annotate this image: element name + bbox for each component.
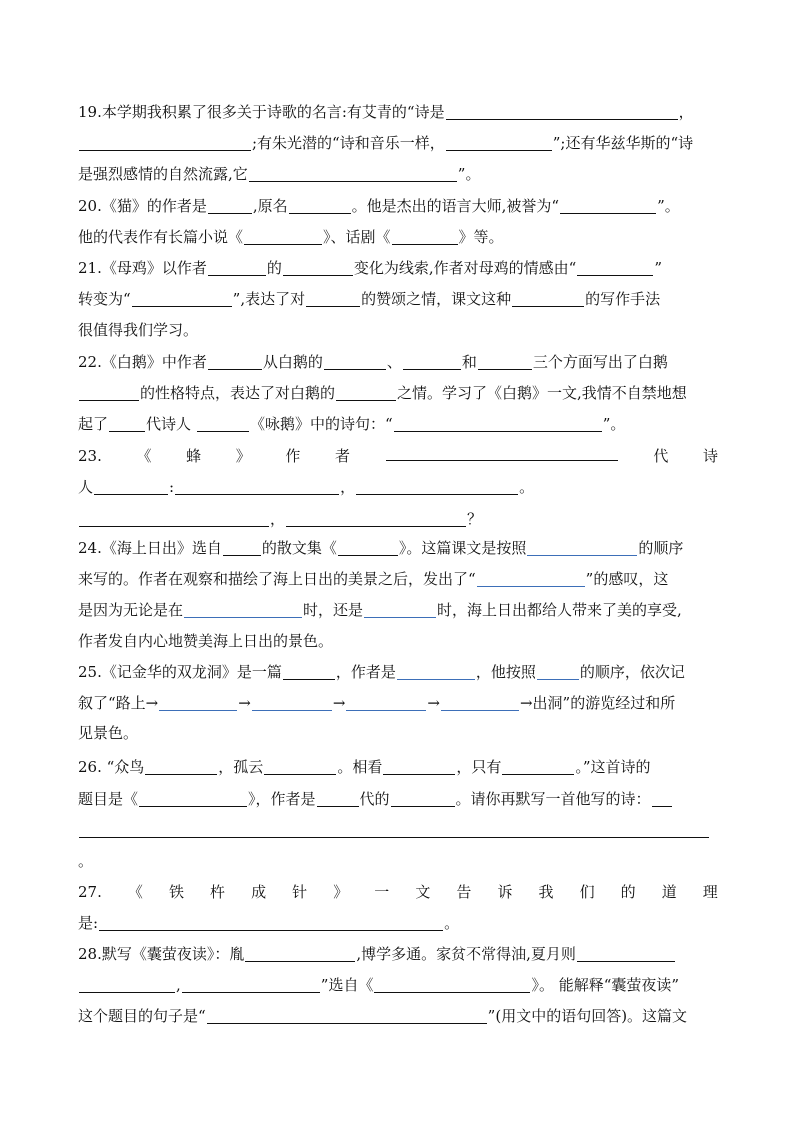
q26-line-4 xyxy=(78,848,718,874)
q27-text: 成 xyxy=(251,883,267,901)
q28-text: 28.默写《囊萤夜读》：胤 xyxy=(78,945,245,963)
q23-line-1 xyxy=(78,443,718,469)
q23-text: 者 xyxy=(335,447,351,465)
q23-blank-2[interactable] xyxy=(94,479,168,495)
q27-text: 们 xyxy=(579,883,595,901)
q26-blank-9[interactable] xyxy=(79,822,709,838)
q24-text: ”的感叹，这 xyxy=(585,570,669,588)
q20-text: 》、话剧《 xyxy=(323,228,391,246)
q20-text: 20.《猫》的作者是 xyxy=(78,197,207,215)
q21-line-3 xyxy=(78,317,718,343)
q26-blank-5[interactable] xyxy=(139,791,247,807)
q27-blank-1[interactable] xyxy=(99,915,443,931)
q19-line-3 xyxy=(78,161,718,187)
q26-text: 题目是《 xyxy=(78,790,139,808)
q23-line-2 xyxy=(78,474,718,500)
q20-blank-5[interactable] xyxy=(392,229,458,245)
q27-text: 一 xyxy=(374,883,390,901)
q26-text: 。相看 xyxy=(337,758,383,776)
q24-line-2 xyxy=(78,566,718,592)
q24-text: 》。这篇课文是按照 xyxy=(398,539,527,557)
q19-text: ， xyxy=(678,103,694,121)
q22-line-1 xyxy=(78,349,718,375)
q27-text: 是: xyxy=(78,914,99,932)
q24-text: 时，海上日出都给人带来了美的享受, xyxy=(437,601,682,619)
q26-blank-1[interactable] xyxy=(145,759,217,775)
q25-blank-1[interactable] xyxy=(283,664,335,680)
q26-text: 》，作者是 xyxy=(248,790,316,808)
q21-blank-4[interactable] xyxy=(132,291,232,307)
q19-blank-3[interactable] xyxy=(446,135,552,151)
q23-text: 《 xyxy=(136,447,152,465)
q27-text: 诉 xyxy=(497,883,513,901)
q19-blank-2[interactable] xyxy=(79,135,251,151)
q26-blank-6[interactable] xyxy=(317,791,359,807)
q22-blank-6[interactable] xyxy=(336,385,396,401)
q22-text: 之情。学习了《白鹅》一文,我情不自禁地想 xyxy=(397,384,687,402)
q23-text: 诗 xyxy=(702,447,718,465)
q22-text: 三个方面写出了白鹅 xyxy=(532,353,668,371)
q26-text: 。 xyxy=(78,852,94,870)
q26-blank-3[interactable] xyxy=(383,759,455,775)
q28-blank-2[interactable] xyxy=(577,946,675,962)
q23-text: 人 xyxy=(78,478,94,496)
q24-blank-1[interactable] xyxy=(223,540,261,556)
q22-text: 《咏鹅》中的诗句：“ xyxy=(250,415,393,433)
q27-text: 》 xyxy=(333,883,349,901)
q22-text: 代诗人 xyxy=(146,415,192,433)
q22-text: 、 xyxy=(386,353,402,371)
q23-text: : xyxy=(169,478,175,496)
q23-text: 代 xyxy=(653,447,669,465)
q28-blank-3[interactable] xyxy=(79,977,175,993)
q26-text: 。请你再默写一首他写的诗： xyxy=(455,790,651,808)
q19-line-1 xyxy=(78,99,718,125)
q25-text: 见景色。 xyxy=(78,724,139,742)
q27-text: 告 xyxy=(456,883,472,901)
q26-blank-2[interactable] xyxy=(264,759,336,775)
q23-text: ， xyxy=(340,478,356,496)
q21-blank-6[interactable] xyxy=(512,291,584,307)
q19-text: 是强烈感情的自然流露,它 xyxy=(78,165,248,183)
q25-blank-7[interactable] xyxy=(441,695,519,711)
q28-line-1 xyxy=(78,941,718,967)
q23-blank-5[interactable] xyxy=(79,511,269,527)
q25-line-1 xyxy=(78,659,718,685)
q28-text: ”选自《 xyxy=(320,976,374,994)
q27-text: 理 xyxy=(702,883,718,901)
q28-blank-5[interactable] xyxy=(374,977,530,993)
q21-line-1 xyxy=(78,255,718,281)
q28-text: ,博学多通。家贫不常得油,夏月则 xyxy=(356,945,576,963)
q25-blank-6[interactable] xyxy=(346,695,426,711)
q22-text: 22.《白鹅》中作者 xyxy=(78,353,207,371)
q22-blank-9[interactable] xyxy=(394,416,602,432)
q26-text: 。”这首诗的 xyxy=(575,758,651,776)
q21-blank-5[interactable] xyxy=(306,291,360,307)
q25-line-3 xyxy=(78,720,718,746)
q21-text: 21.《母鸡》以作者 xyxy=(78,259,207,277)
q27-text: 杵 xyxy=(210,883,226,901)
q28-line-2 xyxy=(78,972,718,998)
q20-text: ”。 xyxy=(657,197,680,215)
q21-text: 的 xyxy=(266,259,282,277)
q20-blank-1[interactable] xyxy=(208,198,252,214)
q20-line-2 xyxy=(78,224,718,250)
q19-text: ”;还有华兹华斯的“诗 xyxy=(552,134,694,152)
q28-text: , xyxy=(176,976,181,994)
q28-text: 这个题目的句子是“ xyxy=(78,1007,206,1025)
q22-line-2 xyxy=(78,380,718,406)
q26-line-2 xyxy=(78,786,718,812)
q23-blank-4[interactable] xyxy=(356,479,518,495)
q23-text: 作 xyxy=(285,447,301,465)
q24-text: 作者发自内心地赞美海上日出的景色。 xyxy=(78,632,334,650)
q27-text: 我 xyxy=(538,883,554,901)
q28-text: 》。 能解释“囊萤夜读” xyxy=(531,976,680,994)
q24-blank-4[interactable] xyxy=(477,571,585,587)
q25-arrow: → xyxy=(332,694,346,712)
q26-blank-7[interactable] xyxy=(391,791,455,807)
q27-text: 的 xyxy=(620,883,636,901)
q22-text: ”。 xyxy=(602,415,626,433)
q25-blank-2[interactable] xyxy=(397,664,475,680)
q20-line-1 xyxy=(78,193,718,219)
q21-blank-3[interactable] xyxy=(577,260,653,276)
q21-text: 转变为“ xyxy=(78,290,131,308)
q27-text: 27. xyxy=(78,883,102,901)
q26-text: 26. “众鸟 xyxy=(78,758,145,776)
q22-blank-3[interactable] xyxy=(403,354,461,370)
q26-text: ，孤云 xyxy=(218,758,264,776)
q23-line-3 xyxy=(78,506,718,532)
q26-text: 代的 xyxy=(359,790,390,808)
q25-arrow: → xyxy=(427,694,440,712)
q24-text: 的顺序 xyxy=(638,539,684,557)
q22-blank-4[interactable] xyxy=(478,354,532,370)
q22-text: 从白鹅的 xyxy=(262,353,323,371)
q22-text: 的性格特点，表达了对白鹅的 xyxy=(140,384,336,402)
q20-blank-2[interactable] xyxy=(289,198,351,214)
q23-text: 23. xyxy=(78,447,102,465)
q25-text: 叙了“路上→ xyxy=(78,694,159,712)
q21-text: ”,表达了对 xyxy=(232,290,306,308)
q24-text: 的散文集《 xyxy=(261,539,337,557)
q19-text: ;有朱光潜的“诗和音乐一样， xyxy=(252,134,445,152)
q22-line-3 xyxy=(78,411,718,437)
q27-text: 道 xyxy=(661,883,677,901)
q24-blank-2[interactable] xyxy=(338,540,398,556)
q21-text: 很值得我们学习。 xyxy=(78,321,199,339)
q23-text: ， xyxy=(270,510,286,528)
q20-text: 他的代表作有长篇小说《 xyxy=(78,228,244,246)
q19-text: 19.本学期我积累了很多关于诗歌的名言:有艾青的“诗是 xyxy=(78,103,445,121)
q22-blank-7[interactable] xyxy=(109,416,145,432)
q22-blank-8[interactable] xyxy=(197,416,249,432)
q25-text: 的顺序，依次记 xyxy=(579,663,685,681)
q27-text: 《 xyxy=(127,883,143,901)
q26-line-1 xyxy=(78,754,718,780)
q20-blank-3[interactable] xyxy=(560,198,656,214)
q26-line-3 xyxy=(78,817,718,843)
q19-text: ”。 xyxy=(457,165,481,183)
q25-blank-5[interactable] xyxy=(252,695,332,711)
q24-text: 24.《海上日出》选自 xyxy=(78,539,222,557)
q22-blank-5[interactable] xyxy=(79,385,139,401)
q23-text: 蜂 xyxy=(186,447,202,465)
q28-line-3 xyxy=(78,1003,718,1029)
q19-blank-1[interactable] xyxy=(446,104,678,120)
q20-text: ,原名 xyxy=(252,197,288,215)
q23-text: 。 xyxy=(519,478,535,496)
q28-blank-4[interactable] xyxy=(182,977,320,993)
q27-text: 文 xyxy=(415,883,431,901)
q21-text: 变化为线索,作者对母鸡的情感由“ xyxy=(353,259,577,277)
q26-blank-8[interactable] xyxy=(652,791,672,807)
q24-line-1 xyxy=(78,535,718,561)
q24-line-3 xyxy=(78,597,718,623)
q20-text: 。他是杰出的语言大师,被誉为“ xyxy=(351,197,560,215)
q26-text: ，只有 xyxy=(456,758,502,776)
q28-blank-6[interactable] xyxy=(207,1008,487,1024)
q25-text: 25.《记金华的双龙洞》是一篇 xyxy=(78,663,282,681)
q23-text: ？ xyxy=(467,510,483,528)
q23-blank-3[interactable] xyxy=(175,479,339,495)
q24-line-4 xyxy=(78,628,718,654)
q28-text: ”(用文中的语句回答)。这篇文 xyxy=(487,1007,688,1025)
q25-blank-3[interactable] xyxy=(537,664,579,680)
q25-text: ，他按照 xyxy=(475,663,536,681)
q19-line-2 xyxy=(78,130,718,156)
q22-blank-1[interactable] xyxy=(208,354,262,370)
q27-text: 。 xyxy=(444,914,460,932)
q25-arrow: → xyxy=(238,694,251,712)
q20-text: 》等。 xyxy=(458,228,504,246)
q28-blank-1[interactable] xyxy=(245,946,355,962)
q24-text: 是因为无论是在 xyxy=(78,601,184,619)
q22-blank-2[interactable] xyxy=(324,354,386,370)
q25-line-2 xyxy=(78,690,718,716)
q23-blank-1[interactable] xyxy=(386,445,618,461)
q24-text: 来写的。作者在观察和描绘了海上日出的美景之后，发出了“ xyxy=(78,570,476,588)
q25-blank-4[interactable] xyxy=(159,695,237,711)
q27-text: 铁 xyxy=(168,883,184,901)
q23-blank-6[interactable] xyxy=(286,511,466,527)
q23-text: 》 xyxy=(235,447,251,465)
q21-blank-1[interactable] xyxy=(208,260,266,276)
q26-blank-4[interactable] xyxy=(502,759,574,775)
q22-text: 和 xyxy=(461,353,477,371)
q21-text: 的写作手法 xyxy=(585,290,661,308)
q21-line-2 xyxy=(78,286,718,312)
q27-line-1 xyxy=(78,879,718,905)
q25-text: ，作者是 xyxy=(335,663,396,681)
q22-text: 起了 xyxy=(78,415,109,433)
q24-blank-3[interactable] xyxy=(527,540,637,556)
q25-text: →出洞”的游览经过和所 xyxy=(519,694,676,712)
q19-blank-4[interactable] xyxy=(249,166,457,182)
q20-blank-4[interactable] xyxy=(244,229,322,245)
q21-text: 的赞颂之情，课文这种 xyxy=(361,290,512,308)
q24-blank-5[interactable] xyxy=(184,602,302,618)
q27-line-2 xyxy=(78,910,718,936)
q24-text: 时，还是 xyxy=(303,601,364,619)
q21-blank-2[interactable] xyxy=(283,260,353,276)
q24-blank-6[interactable] xyxy=(364,602,436,618)
q27-text: 针 xyxy=(292,883,308,901)
q21-text: ” xyxy=(654,259,662,277)
